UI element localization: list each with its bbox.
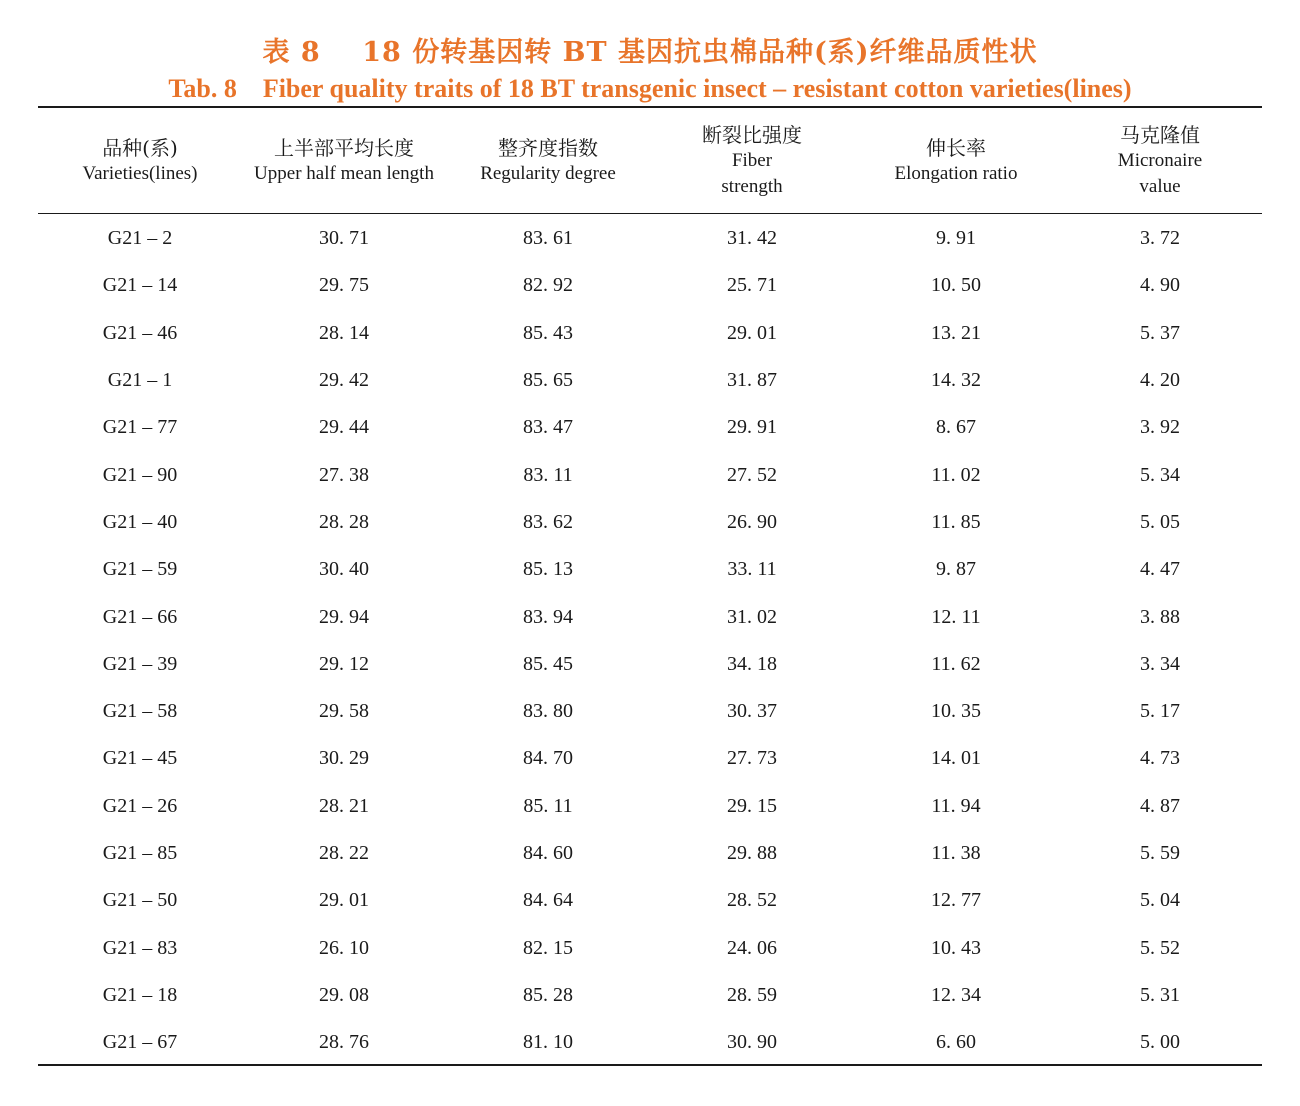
- cell-elongation-ratio: 11. 02: [931, 463, 981, 486]
- cell-elongation-ratio: 13. 21: [931, 321, 981, 344]
- header-cn: 上半部平均长度: [274, 135, 414, 160]
- table-row: [38, 451, 1262, 498]
- cell-elongation-ratio: 12. 34: [931, 983, 981, 1006]
- cell-elongation-ratio: 14. 01: [931, 747, 981, 770]
- cell-elongation-ratio: 8. 67: [936, 416, 976, 439]
- cell-upper-half-mean-length: 28. 14: [319, 321, 369, 344]
- cell-micronaire-value: 3. 34: [1140, 652, 1180, 675]
- cell-upper-half-mean-length: 29. 44: [319, 416, 369, 439]
- cell-variety: G21 – 50: [102, 889, 178, 912]
- cell-micronaire-value: 5. 04: [1140, 889, 1180, 912]
- cell-variety: G21 – 2: [107, 227, 173, 250]
- table-row: [38, 688, 1262, 735]
- header-en: Fiber: [731, 149, 773, 171]
- cell-fiber-strength: 30. 90: [727, 1031, 777, 1054]
- cell-regularity-degree: 84. 64: [523, 889, 573, 912]
- header-en: Elongation ratio: [894, 162, 1018, 184]
- cell-elongation-ratio: 11. 38: [931, 842, 981, 864]
- table-row: [38, 546, 1262, 593]
- cell-regularity-degree: 85. 28: [523, 983, 573, 1006]
- header-en: value: [1139, 175, 1181, 197]
- cell-micronaire-value: 5. 00: [1140, 1031, 1180, 1054]
- cell-fiber-strength: 33. 11: [727, 558, 777, 581]
- cell-elongation-ratio: 11. 85: [931, 510, 981, 533]
- header-cn: 整齐度指数: [498, 135, 598, 160]
- cell-regularity-degree: 83. 11: [523, 463, 573, 486]
- cell-fiber-strength: 25. 71: [727, 274, 777, 297]
- cell-upper-half-mean-length: 29. 12: [319, 652, 369, 675]
- table-header-rule: [38, 213, 1262, 214]
- table-row: [38, 404, 1262, 451]
- cell-variety: G21 – 18: [102, 983, 178, 1006]
- cell-fiber-strength: 28. 59: [727, 983, 777, 1006]
- cell-fiber-strength: 31. 87: [727, 369, 777, 392]
- cell-upper-half-mean-length: 28. 28: [319, 510, 369, 533]
- cell-fiber-strength: 29. 88: [727, 842, 777, 864]
- table-row: [38, 357, 1262, 404]
- header-cn: 品种(系): [102, 135, 178, 160]
- cell-upper-half-mean-length: 29. 58: [319, 700, 369, 723]
- cell-elongation-ratio: 9. 91: [936, 227, 976, 250]
- cell-elongation-ratio: 10. 43: [931, 936, 981, 959]
- cell-micronaire-value: 3. 72: [1140, 227, 1180, 250]
- cell-micronaire-value: 4. 20: [1140, 369, 1180, 392]
- cell-regularity-degree: 82. 92: [523, 274, 573, 297]
- cell-regularity-degree: 85. 13: [523, 558, 573, 581]
- cell-upper-half-mean-length: 29. 42: [319, 369, 369, 392]
- cell-elongation-ratio: 11. 62: [931, 652, 981, 675]
- cell-micronaire-value: 5. 37: [1140, 321, 1180, 344]
- cell-micronaire-value: 3. 92: [1140, 416, 1180, 439]
- table-caption-en: [0, 74, 1300, 104]
- cell-regularity-degree: 84. 60: [523, 842, 573, 864]
- cell-variety: G21 – 14: [102, 274, 178, 297]
- table-bottom-rule: [38, 1064, 1262, 1066]
- cell-elongation-ratio: 10. 50: [931, 274, 981, 297]
- cell-upper-half-mean-length: 30. 71: [319, 227, 369, 250]
- cell-fiber-strength: 29. 91: [727, 416, 777, 439]
- cell-elongation-ratio: 6. 60: [936, 1031, 976, 1054]
- caption-cn-title: 18 份转基因转 BT 基因抗虫棉品种(系)纤维品质性状: [362, 37, 1038, 68]
- header-en: Regularity degree: [480, 162, 616, 184]
- table-row: [38, 262, 1262, 309]
- cell-regularity-degree: 82. 15: [523, 936, 573, 959]
- table-row: [38, 924, 1262, 971]
- cell-variety: G21 – 83: [102, 936, 178, 959]
- table-row: [38, 593, 1262, 640]
- cell-variety: G21 – 46: [102, 321, 178, 344]
- cell-fiber-strength: 27. 73: [727, 747, 777, 770]
- cell-regularity-degree: 81. 10: [523, 1031, 573, 1054]
- cell-regularity-degree: 83. 61: [523, 227, 573, 250]
- cell-upper-half-mean-length: 29. 01: [319, 889, 369, 912]
- header-cn: 伸长率: [926, 135, 986, 160]
- caption-en-label: Tab. 8: [168, 74, 237, 103]
- cell-upper-half-mean-length: 28. 76: [319, 1031, 369, 1054]
- cell-fiber-strength: 24. 06: [727, 936, 777, 959]
- table-header: [38, 108, 1262, 213]
- cell-micronaire-value: 4. 90: [1140, 274, 1180, 297]
- cell-regularity-degree: 83. 80: [523, 700, 573, 723]
- cell-micronaire-value: 5. 59: [1140, 842, 1180, 864]
- cell-variety: G21 – 66: [102, 605, 178, 628]
- table-row: [38, 783, 1262, 830]
- cell-elongation-ratio: 10. 35: [931, 700, 981, 723]
- cell-fiber-strength: 31. 42: [727, 227, 777, 250]
- cell-micronaire-value: 4. 87: [1140, 794, 1180, 817]
- header-cn: 马克隆值: [1120, 122, 1200, 147]
- cell-regularity-degree: 83. 62: [523, 510, 573, 533]
- header-upper-half-mean-length: [242, 108, 446, 213]
- table-row: [38, 877, 1262, 924]
- cell-regularity-degree: 85. 45: [523, 652, 573, 675]
- cell-fiber-strength: 31. 02: [727, 605, 777, 628]
- cell-fiber-strength: 26. 90: [727, 510, 777, 533]
- cell-upper-half-mean-length: 29. 94: [319, 605, 369, 628]
- table-row: [38, 310, 1262, 357]
- header-en: Varieties(lines): [82, 162, 198, 184]
- cell-micronaire-value: 5. 17: [1140, 700, 1180, 723]
- cell-upper-half-mean-length: 26. 10: [319, 936, 369, 959]
- cell-regularity-degree: 85. 65: [523, 369, 573, 392]
- table-row: [38, 830, 1262, 877]
- table-caption-cn: [0, 30, 1300, 69]
- cell-micronaire-value: 5. 05: [1140, 510, 1180, 533]
- table-row: [38, 215, 1262, 262]
- cell-variety: G21 – 39: [102, 652, 178, 675]
- cell-elongation-ratio: 11. 94: [931, 794, 981, 817]
- cell-upper-half-mean-length: 28. 22: [319, 842, 369, 864]
- header-en: Upper half mean length: [254, 162, 434, 184]
- cell-variety: G21 – 58: [102, 700, 178, 723]
- cell-micronaire-value: 3. 88: [1140, 605, 1180, 628]
- header-fiber-strength: [650, 108, 854, 213]
- table-row: [38, 735, 1262, 782]
- cell-micronaire-value: 5. 52: [1140, 936, 1180, 959]
- cell-elongation-ratio: 12. 77: [931, 889, 981, 912]
- cell-upper-half-mean-length: 29. 08: [319, 983, 369, 1006]
- cell-elongation-ratio: 14. 32: [931, 369, 981, 392]
- table-row: [38, 499, 1262, 546]
- cell-regularity-degree: 83. 47: [523, 416, 573, 439]
- cell-regularity-degree: 85. 43: [523, 321, 573, 344]
- table-row: [38, 972, 1262, 1019]
- header-varieties: [38, 108, 242, 213]
- cell-elongation-ratio: 12. 11: [931, 605, 981, 628]
- table-row: [38, 641, 1262, 688]
- cell-variety: G21 – 59: [102, 558, 178, 581]
- cell-regularity-degree: 85. 11: [523, 794, 573, 817]
- cell-fiber-strength: 27. 52: [727, 463, 777, 486]
- cell-variety: G21 – 1: [107, 369, 173, 392]
- cell-fiber-strength: 29. 01: [727, 321, 777, 344]
- cell-fiber-strength: 29. 15: [727, 794, 777, 817]
- cell-variety: G21 – 45: [102, 747, 178, 770]
- cell-upper-half-mean-length: 28. 21: [319, 794, 369, 817]
- header-micronaire-value: [1058, 108, 1262, 213]
- cell-variety: G21 – 77: [102, 416, 178, 439]
- cell-micronaire-value: 4. 47: [1140, 558, 1180, 581]
- cell-variety: G21 – 40: [102, 510, 178, 533]
- header-en: strength: [721, 175, 783, 197]
- header-cn: 断裂比强度: [702, 122, 802, 147]
- cell-micronaire-value: 5. 34: [1140, 463, 1180, 486]
- cell-micronaire-value: 4. 73: [1140, 747, 1180, 770]
- table-row: [38, 1019, 1262, 1066]
- cell-fiber-strength: 28. 52: [727, 889, 777, 912]
- table-body: [38, 215, 1262, 1066]
- cell-upper-half-mean-length: 30. 40: [319, 558, 369, 581]
- cell-regularity-degree: 84. 70: [523, 747, 573, 770]
- caption-cn-label: 表 8: [262, 37, 321, 68]
- cell-micronaire-value: 5. 31: [1140, 983, 1180, 1006]
- caption-en-title: Fiber quality traits of 18 BT transgenic insect – resistant cotton varieties(lines): [262, 74, 1132, 103]
- cell-upper-half-mean-length: 30. 29: [319, 747, 369, 770]
- cell-elongation-ratio: 9. 87: [936, 558, 976, 581]
- cell-variety: G21 – 26: [102, 794, 178, 817]
- header-regularity-degree: [446, 108, 650, 213]
- cell-variety: G21 – 85: [102, 842, 178, 864]
- cell-fiber-strength: 30. 37: [727, 700, 777, 723]
- header-en: Micronaire: [1117, 149, 1203, 171]
- cell-upper-half-mean-length: 29. 75: [319, 274, 369, 297]
- cell-fiber-strength: 34. 18: [727, 652, 777, 675]
- header-elongation-ratio: [854, 108, 1058, 213]
- cell-regularity-degree: 83. 94: [523, 605, 573, 628]
- cell-variety: G21 – 90: [102, 463, 178, 486]
- cell-upper-half-mean-length: 27. 38: [319, 463, 369, 486]
- cell-variety: G21 – 67: [102, 1031, 178, 1054]
